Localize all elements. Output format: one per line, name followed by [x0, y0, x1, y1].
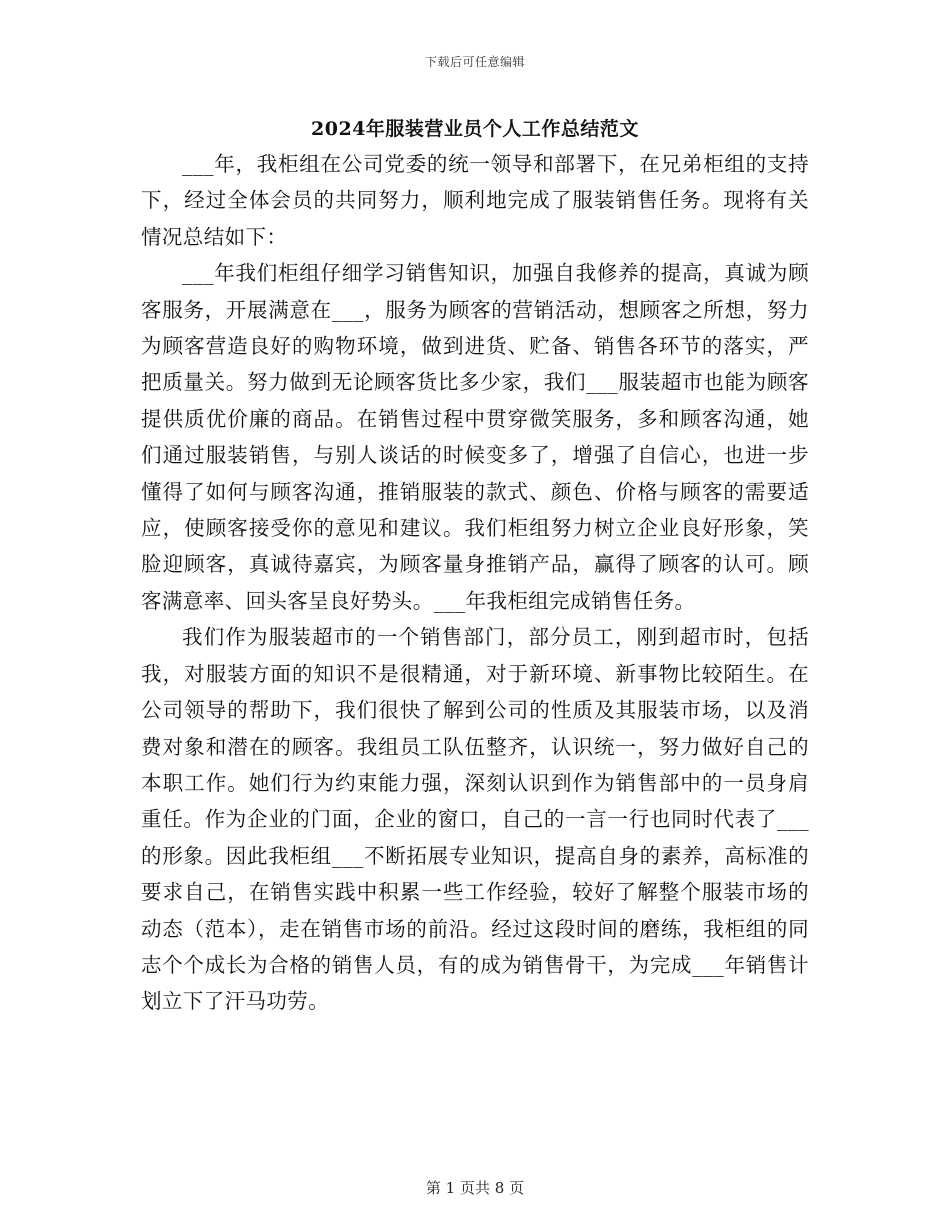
page-header: 下载后可任意编辑 — [424, 55, 525, 69]
document-title: 2024年服装营业员个人工作总结范文 — [311, 118, 639, 140]
paragraph: 我们作为服装超市的一个销售部门，部分员工，刚到超市时，包括我，对服装方面的知识不是很精通，对于新环境、新事物比较陌生。在公司领导的帮助下，我们很快了解到公司的性质及其服装市场，以及消费对象和潜在的顾客。我组员工队伍整齐，认识统一，努力做好自己的本职工作。她们行为约束能力强，深刻认识到作为销售部中的一员身肩重任。作为企业的门面，企业的窗口，自己的一言一行也同时代表了___的形象。因此我柜组___不断拓展专业知识，提高自身的素养，高标准的要求自己，在销售实践中积累一些工作经验，较好了解整个服装市场的动态（范本），走在销售市场的前沿。经过这段时间的磨练，我柜组的同志个个成长为合格的销售人员，有的成为销售骨干，为完成___年销售计划立下了汗马功劳。 — [141, 625, 809, 1014]
page-number: 第 1 页共 8 页 — [425, 1179, 525, 1197]
paragraph: ___年我们柜组仔细学习销售知识，加强自我修养的提高，真诚为顾客服务，开展满意在___，服务为顾客的营销活动，想顾客之所想，努力为顾客营造良好的购物环境，做到进货、贮备、销售各环节的落实，严把质量关。努力做到无论顾客货比多少家，我们___服装超市也能为顾客提供质优价廉的商品。在销售过程中贯穿微笑服务，多和顾客沟通，她们通过服装销售，与别人谈话的时候变多了，增强了自信心，也进一步懂得了如何与顾客沟通，推销服装的款式、颜色、价格与顾客的需要适应，使顾客接受你的意见和建议。我们柜组努力树立企业良好形象，笑脸迎顾客，真诚待嘉宾，为顾客量身推销产品，赢得了顾客的认可。顾客满意率、回头客呈良好势头。___年我柜组完成销售任务。 — [141, 261, 809, 613]
paragraph: ___年，我柜组在公司党委的统一领导和部署下，在兄弟柜组的支持下，经过全体会员的共同努力，顺利地完成了服装销售任务。现将有关情况总结如下： — [141, 152, 809, 249]
document-body — [141, 146, 809, 1020]
